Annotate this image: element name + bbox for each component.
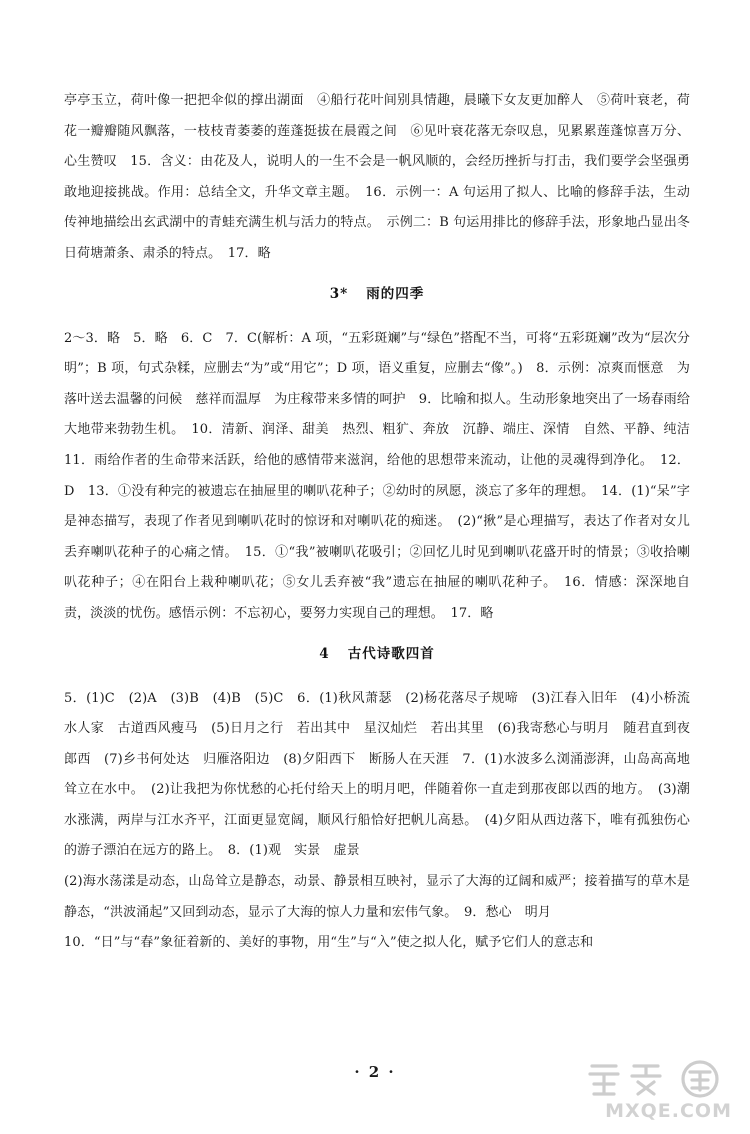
page-number: · 2 · bbox=[354, 1063, 396, 1081]
section-heading-3 bbox=[64, 270, 690, 324]
watermark-logo-icon bbox=[582, 1058, 732, 1098]
answer-paragraph: 5．(1)C (2)A (3)B (4)B (5)C 6．(1)秋风萧瑟 (2)杨花落尽子规啼 (3)江春入旧年 (4)小桥流水人家 古道西风瘦马 (5)日月之行 若出其中 星汉灿烂 若出其里 (6)我寄愁心与明月 随君直到夜郎西 (7)乡书何处达 归雁洛阳边 (8)夕阳西下 断肠人在天涯 7．(1)水波多么浏涌澎湃，山岛高高地耸立在水中。 (2)让我把为你忧愁的心托付给天上的明月吧，伴随着你一直走到那夜郎以西的地方。 (3)潮水涨满，两岸与江水齐平，江面更显宽阔，顺风行船恰好把帆儿高悬。 (4)夕阳从西边落下，唯有孤独伤心的游子漂泊在远方的路上。 8．(1)观 实景 虚景 bbox=[64, 690, 690, 859]
answer-paragraph: (2)海水荡漾是动态，山岛耸立是静态，动景、静景相互映衬，显示了大海的辽阔和威严；接着描写的草木是静态，“洪波涌起”又回到动态，显示了大海的惊人力量和宏伟气象。 9．愁心 明月 bbox=[64, 874, 690, 920]
answer-paragraph: 10．“日”与“春”象征着新的、美好的事物，用“生”与“入”使之拟人化，赋予它们人的意志和 bbox=[64, 935, 594, 951]
answer-paragraph: 2～3．略 5．略 6．C 7．C(解析：A 项，“五彩斑斓”与“绿色”搭配不当，可将“五彩斑斓”改为“层次分明”；B 项，句式杂糅，应删去“为”或“用它”；D 项，语义重复，应删去“像”。) 8．示例：凉爽而惬意 为落叶送去温馨的问候 慈祥而温厚 为庄稼带来多情的呵护 9．比喻和拟人。生动形象地突出了一场春雨给大地带来勃勃生机。 10．清新、润泽、甜美 热烈、粗犷、奔放 沉静、端庄、深情 自然、平静、纯洁 11．雨给作者的生命带来活跃，给他的感情带来滋润，给他的思想带来流动，让他的灵魂得到净化。 12．D 13．①没有种完的被遗忘在抽屉里的喇叭花种子；②幼时的夙愿，淡忘了多年的理想。 14．(1)“呆”字是神态描写，表现了作者见到喇叭花时的惊讶和对喇叭花的痴迷。 (2)“揪”是心理描写，表达了作者对女儿丢弃喇叭花种子的心痛之情。 15．①“我”被喇叭花吸引；②回忆儿时见到喇叭花盛开时的情景；③收拾喇叭花种子；④在阳台上栽种喇叭花；⑤女儿丢弃被“我”遗忘在抽屉的喇叭花种子。 16．情感：深深地自责，淡淡的忧伤。感悟示例：不忘初心，要努力实现自己的理想。 17．略 bbox=[64, 330, 704, 621]
section-title: 古代诗歌四首 bbox=[347, 645, 435, 662]
section-heading-4 bbox=[64, 630, 690, 684]
watermark bbox=[582, 1058, 732, 1122]
section-number: 3* bbox=[329, 285, 349, 302]
answer-paragraph: 亭亭玉立，荷叶像一把把伞似的撑出湖面 ④船行花叶间别具情趣，晨曦下女友更加醉人 ⑤荷叶衰老，荷花一瓣瓣随风飘落，一枝枝青萎萎的莲蓬挺拔在晨霞之间 ⑥见叶衰花落无奈叹息，见累累莲蓬惊喜万分、心生赞叹 15．含义：由花及人，说明人的一生不会是一帆风顺的，会经历挫折与打击，我们要学会坚强勇敢地迎接挑战。作用：总结全文，升华文章主题。 16．示例一：A 句运用了拟人、比喻的修辞手法，生动传神地描绘出玄武湖中的青蛙充满生机与活力的特点。 示例二：B 句运用排比的修辞手法，形象地凸显出冬日荷塘萧条、肃杀的特点。 17．略 bbox=[64, 93, 690, 261]
watermark-url: MXQE.COM bbox=[605, 1100, 732, 1122]
section-number: 4 bbox=[319, 645, 330, 662]
section-title: 雨的四季 bbox=[366, 285, 425, 302]
answer-content bbox=[64, 86, 704, 959]
